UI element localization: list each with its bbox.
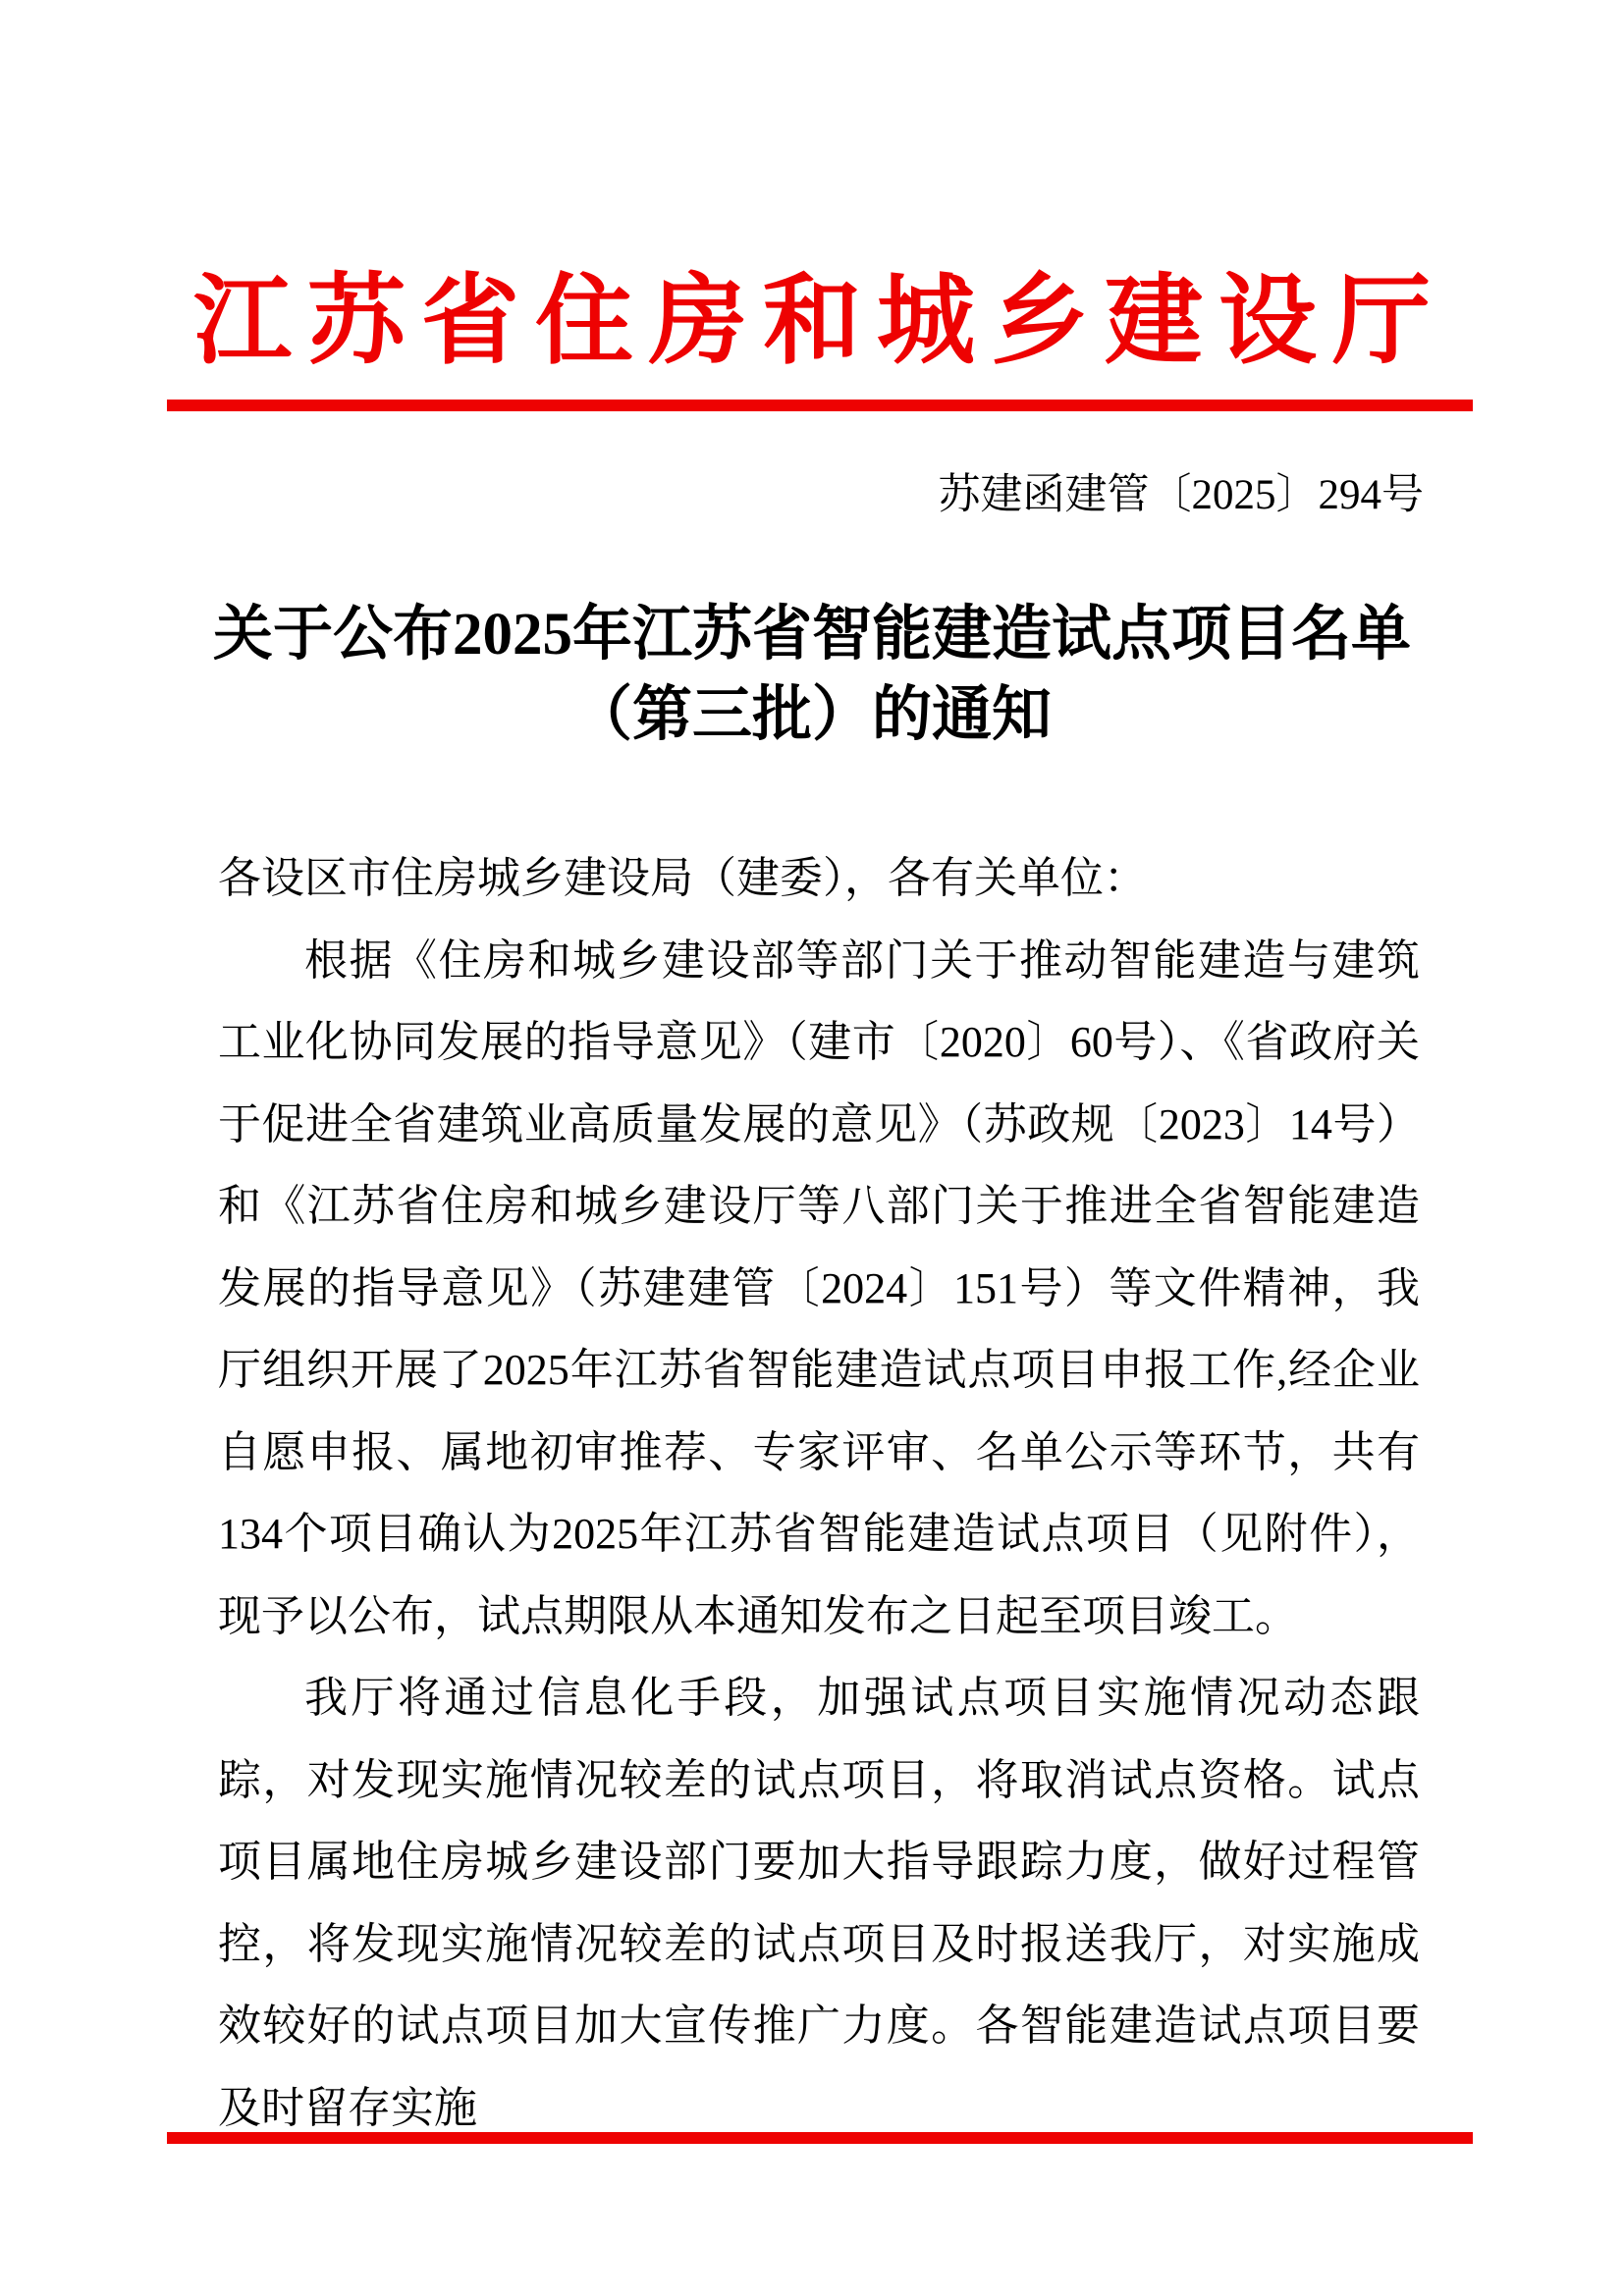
document-title bbox=[76, 595, 1548, 756]
body-paragraph: 我厅将通过信息化手段，加强试点项目实施情况动态跟踪，对发现实施情况较差的试点项目，将取消试点资格。试点项目属地住房城乡建设部门要加大指导跟踪力度，做好过程管控，将发现实施情况较差的试点项目及时报送我厅，对实施成效较好的试点项目加大宣传推广力度。各智能建造试点项目要及时留存实施 bbox=[218, 1674, 1420, 2132]
agency-letterhead-title: 江苏省住房和城乡建设厅 bbox=[193, 267, 1446, 376]
salutation-line: 各设区市住房城乡建设局（建委），各有关单位： bbox=[218, 854, 1147, 902]
document-reference-number: 苏建函建管〔2025〕294号 bbox=[938, 472, 1424, 518]
body-paragraph: 根据《住房和城乡建设部等部门关于推动智能建造与建筑工业化协同发展的指导意见》（建市〔2020〕60号）、《省政府关于促进全省建筑业高质量发展的意见》（苏政规〔2023〕14号）和《江苏省住房和城乡建设厅等八部门关于推进全省智能建造发展的指导意见》（苏建建管〔2024〕151号）等文件精神，我厅组织开展了2025年江苏省智能建造试点项目申报工作,经企业自愿申报、属地初审推荐、专家评审、名单公示等环节，共有134个项目确认为2025年江苏省智能建造试点项目（见附件），现予以公布，试点期限从本通知发布之日起至项目竣工。 bbox=[218, 935, 1420, 1640]
document-title-line1: 关于公布2025年江苏省智能建造试点项目名单 bbox=[212, 602, 1411, 667]
document-body bbox=[218, 837, 1420, 2149]
letterhead-divider-rule bbox=[167, 400, 1473, 411]
document-title-line2: （第三批）的通知 bbox=[571, 682, 1052, 748]
footer-divider-rule bbox=[167, 2132, 1473, 2144]
